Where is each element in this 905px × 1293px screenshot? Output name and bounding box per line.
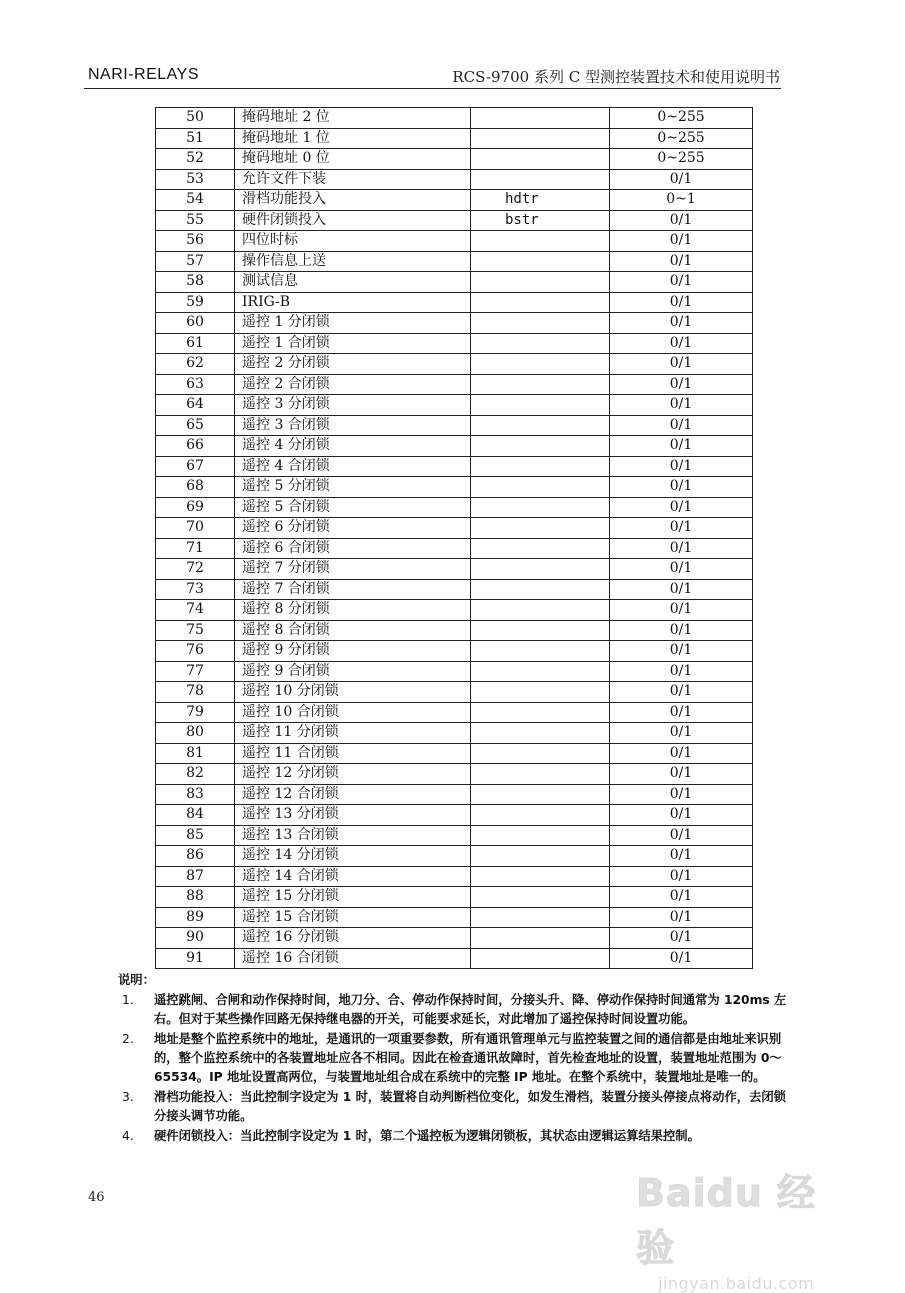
parameter-code-cell bbox=[471, 600, 610, 621]
row-number-cell: 53 bbox=[156, 169, 235, 190]
parameter-code-cell bbox=[471, 928, 610, 949]
parameter-range-cell: 0/1 bbox=[610, 538, 753, 559]
parameter-name-cell: 遥控 16 合闭锁 bbox=[235, 948, 471, 969]
row-number-cell: 66 bbox=[156, 436, 235, 457]
parameter-code-cell bbox=[471, 805, 610, 826]
parameter-range-cell: 0/1 bbox=[610, 887, 753, 908]
parameter-name-cell: 遥控 9 合闭锁 bbox=[235, 661, 471, 682]
parameter-name-cell: 掩码地址 0 位 bbox=[235, 149, 471, 170]
row-number-cell: 72 bbox=[156, 559, 235, 580]
parameter-range-cell: 0/1 bbox=[610, 333, 753, 354]
parameter-name-cell: 测试信息 bbox=[235, 272, 471, 293]
parameter-code-cell bbox=[471, 436, 610, 457]
parameter-name-cell: 遥控 12 合闭锁 bbox=[235, 784, 471, 805]
parameter-name-cell: 滑档功能投入 bbox=[235, 190, 471, 211]
table-row bbox=[156, 395, 753, 416]
parameter-name-cell: 遥控 8 合闭锁 bbox=[235, 620, 471, 641]
note-text: 地址是整个监控系统中的地址，是通讯的一项重要参数，所有通讯管理单元与监控装置之间的通信都是由地址来识别的，整个监控系统中的各装置地址应各不相同。因此在检查通讯故障时，首先检查地址的设置，装置地址范围为 0～65534。IP 地址设置高两位，与装置地址组合成在系统中的完整 IP 地址。在整个系统中，装置地址是唯一的。 bbox=[154, 1032, 782, 1084]
parameter-code-cell bbox=[471, 887, 610, 908]
parameter-name-cell: 遥控 10 分闭锁 bbox=[235, 682, 471, 703]
parameter-range-cell: 0/1 bbox=[610, 620, 753, 641]
parameter-code-cell bbox=[471, 415, 610, 436]
parameter-range-cell: 0/1 bbox=[610, 395, 753, 416]
row-number-cell: 83 bbox=[156, 784, 235, 805]
watermark-logo: Baidu 经验 bbox=[636, 1171, 817, 1270]
parameter-code-cell bbox=[471, 272, 610, 293]
table-row bbox=[156, 477, 753, 498]
table-row bbox=[156, 620, 753, 641]
table-row bbox=[156, 128, 753, 149]
note-item-4 bbox=[118, 1127, 788, 1146]
parameter-name-cell: 遥控 10 合闭锁 bbox=[235, 702, 471, 723]
parameter-code-cell bbox=[471, 723, 610, 744]
parameter-code-cell bbox=[471, 846, 610, 867]
parameter-name-cell: 遥控 5 分闭锁 bbox=[235, 477, 471, 498]
parameter-code-cell bbox=[471, 866, 610, 887]
parameter-name-cell: 遥控 15 合闭锁 bbox=[235, 907, 471, 928]
parameter-range-cell: 0/1 bbox=[610, 907, 753, 928]
parameter-name-cell: 遥控 1 合闭锁 bbox=[235, 333, 471, 354]
row-number-cell: 57 bbox=[156, 251, 235, 272]
notes-section bbox=[118, 970, 788, 1146]
parameter-range-cell: 0/1 bbox=[610, 641, 753, 662]
table-row bbox=[156, 354, 753, 375]
row-number-cell: 51 bbox=[156, 128, 235, 149]
parameter-range-cell: 0/1 bbox=[610, 559, 753, 580]
parameter-range-cell: 0/1 bbox=[610, 292, 753, 313]
parameter-code-cell bbox=[471, 395, 610, 416]
parameter-range-cell: 0/1 bbox=[610, 948, 753, 969]
parameter-code-cell bbox=[471, 743, 610, 764]
parameter-name-cell: 遥控 7 分闭锁 bbox=[235, 559, 471, 580]
parameter-name-cell: 遥控 15 分闭锁 bbox=[235, 887, 471, 908]
parameter-range-cell: 0/1 bbox=[610, 436, 753, 457]
row-number-cell: 63 bbox=[156, 374, 235, 395]
parameter-code-cell bbox=[471, 538, 610, 559]
row-number-cell: 73 bbox=[156, 579, 235, 600]
parameter-code-cell: bstr bbox=[471, 210, 610, 231]
parameter-code-cell bbox=[471, 682, 610, 703]
row-number-cell: 85 bbox=[156, 825, 235, 846]
row-number-cell: 75 bbox=[156, 620, 235, 641]
row-number-cell: 76 bbox=[156, 641, 235, 662]
parameter-code-cell bbox=[471, 948, 610, 969]
parameter-name-cell: 遥控 13 分闭锁 bbox=[235, 805, 471, 826]
parameter-name-cell: 遥控 11 分闭锁 bbox=[235, 723, 471, 744]
parameter-code-cell bbox=[471, 825, 610, 846]
parameter-code-cell bbox=[471, 620, 610, 641]
parameter-code-cell bbox=[471, 108, 610, 129]
parameter-code-cell bbox=[471, 128, 610, 149]
table-row bbox=[156, 231, 753, 252]
table-row bbox=[156, 825, 753, 846]
parameter-name-cell: 遥控 7 合闭锁 bbox=[235, 579, 471, 600]
parameter-name-cell: 遥控 12 分闭锁 bbox=[235, 764, 471, 785]
parameter-range-cell: 0/1 bbox=[610, 518, 753, 539]
table-row bbox=[156, 456, 753, 477]
row-number-cell: 55 bbox=[156, 210, 235, 231]
parameter-range-cell: 0/1 bbox=[610, 231, 753, 252]
parameter-code-cell bbox=[471, 764, 610, 785]
parameter-code-cell bbox=[471, 333, 610, 354]
row-number-cell: 64 bbox=[156, 395, 235, 416]
parameter-name-cell: 掩码地址 2 位 bbox=[235, 108, 471, 129]
header-brand: NARI-RELAYS bbox=[88, 66, 200, 83]
parameter-name-cell: IRIG-B bbox=[235, 292, 471, 313]
parameter-name-cell: 遥控 11 合闭锁 bbox=[235, 743, 471, 764]
parameter-code-cell bbox=[471, 374, 610, 395]
row-number-cell: 86 bbox=[156, 846, 235, 867]
parameter-range-cell: 0/1 bbox=[610, 272, 753, 293]
parameter-name-cell: 遥控 16 分闭锁 bbox=[235, 928, 471, 949]
parameter-code-cell bbox=[471, 661, 610, 682]
table-row bbox=[156, 866, 753, 887]
row-number-cell: 70 bbox=[156, 518, 235, 539]
table-row bbox=[156, 538, 753, 559]
parameter-range-cell: 0/1 bbox=[610, 866, 753, 887]
note-item-1 bbox=[118, 991, 788, 1029]
parameter-code-cell bbox=[471, 292, 610, 313]
table-row bbox=[156, 928, 753, 949]
table-row bbox=[156, 723, 753, 744]
row-number-cell: 59 bbox=[156, 292, 235, 313]
parameter-code-cell bbox=[471, 518, 610, 539]
parameter-range-cell: 0/1 bbox=[610, 374, 753, 395]
row-number-cell: 88 bbox=[156, 887, 235, 908]
table-row bbox=[156, 272, 753, 293]
parameter-code-cell: hdtr bbox=[471, 190, 610, 211]
note-number: 4. bbox=[122, 1129, 134, 1143]
row-number-cell: 67 bbox=[156, 456, 235, 477]
parameter-name-cell: 操作信息上送 bbox=[235, 251, 471, 272]
table-row bbox=[156, 805, 753, 826]
parameter-range-cell: 0/1 bbox=[610, 600, 753, 621]
row-number-cell: 52 bbox=[156, 149, 235, 170]
parameter-name-cell: 遥控 2 合闭锁 bbox=[235, 374, 471, 395]
row-number-cell: 89 bbox=[156, 907, 235, 928]
parameter-range-cell: 0/1 bbox=[610, 456, 753, 477]
parameter-name-cell: 遥控 13 合闭锁 bbox=[235, 825, 471, 846]
table-row bbox=[156, 887, 753, 908]
parameter-name-cell: 遥控 2 分闭锁 bbox=[235, 354, 471, 375]
row-number-cell: 74 bbox=[156, 600, 235, 621]
table-row bbox=[156, 190, 753, 211]
table-row bbox=[156, 149, 753, 170]
parameter-range-cell: 0/1 bbox=[610, 805, 753, 826]
note-item-2 bbox=[118, 1030, 788, 1087]
row-number-cell: 77 bbox=[156, 661, 235, 682]
parameter-name-cell: 遥控 5 合闭锁 bbox=[235, 497, 471, 518]
row-number-cell: 69 bbox=[156, 497, 235, 518]
note-number: 1. bbox=[122, 993, 134, 1007]
row-number-cell: 56 bbox=[156, 231, 235, 252]
baidu-watermark bbox=[636, 1162, 846, 1293]
table-row bbox=[156, 210, 753, 231]
parameter-range-cell: 0/1 bbox=[610, 723, 753, 744]
table-row bbox=[156, 600, 753, 621]
table-row bbox=[156, 374, 753, 395]
parameter-range-cell: 0/1 bbox=[610, 497, 753, 518]
parameter-range-cell: 0/1 bbox=[610, 477, 753, 498]
note-text: 滑档功能投入：当此控制字设定为 1 时，装置将自动判断档位变化，如发生滑档，装置分接头停接点将动作，去闭锁分接头调节功能。 bbox=[154, 1090, 786, 1123]
parameter-range-cell: 0/1 bbox=[610, 784, 753, 805]
header-divider bbox=[84, 88, 781, 89]
parameter-name-cell: 遥控 9 分闭锁 bbox=[235, 641, 471, 662]
parameter-range-cell: 0/1 bbox=[610, 579, 753, 600]
parameter-name-cell: 遥控 4 分闭锁 bbox=[235, 436, 471, 457]
header-document-title: RCS-9700 系列 C 型测控装置技术和使用说明书 bbox=[452, 68, 780, 86]
parameter-range-cell: 0/1 bbox=[610, 928, 753, 949]
table-row bbox=[156, 251, 753, 272]
parameter-code-cell bbox=[471, 354, 610, 375]
parameter-name-cell: 遥控 1 分闭锁 bbox=[235, 313, 471, 334]
parameter-code-cell bbox=[471, 907, 610, 928]
parameter-range-cell: 0/1 bbox=[610, 313, 753, 334]
table-row bbox=[156, 702, 753, 723]
parameter-range-cell: 0~255 bbox=[610, 108, 753, 129]
parameter-range-cell: 0/1 bbox=[610, 702, 753, 723]
parameter-range-cell: 0/1 bbox=[610, 415, 753, 436]
parameter-range-cell: 0/1 bbox=[610, 743, 753, 764]
row-number-cell: 61 bbox=[156, 333, 235, 354]
parameter-name-cell: 遥控 3 分闭锁 bbox=[235, 395, 471, 416]
row-number-cell: 79 bbox=[156, 702, 235, 723]
table-row bbox=[156, 108, 753, 129]
row-number-cell: 58 bbox=[156, 272, 235, 293]
table-row bbox=[156, 846, 753, 867]
parameter-name-cell: 四位时标 bbox=[235, 231, 471, 252]
table-row bbox=[156, 682, 753, 703]
table-row bbox=[156, 661, 753, 682]
parameter-code-cell bbox=[471, 497, 610, 518]
parameter-range-cell: 0/1 bbox=[610, 661, 753, 682]
table-row bbox=[156, 559, 753, 580]
note-item-3 bbox=[118, 1088, 788, 1126]
parameter-range-cell: 0~255 bbox=[610, 128, 753, 149]
table-row bbox=[156, 436, 753, 457]
row-number-cell: 78 bbox=[156, 682, 235, 703]
table-row bbox=[156, 948, 753, 969]
table-row bbox=[156, 518, 753, 539]
watermark-url: jingyan.baidu.com bbox=[658, 1274, 815, 1293]
row-number-cell: 62 bbox=[156, 354, 235, 375]
row-number-cell: 91 bbox=[156, 948, 235, 969]
table-row bbox=[156, 641, 753, 662]
parameter-range-cell: 0~1 bbox=[610, 190, 753, 211]
table-row bbox=[156, 333, 753, 354]
note-number: 2. bbox=[122, 1032, 134, 1046]
parameter-range-cell: 0/1 bbox=[610, 169, 753, 190]
parameter-name-cell: 允许文件下装 bbox=[235, 169, 471, 190]
row-number-cell: 90 bbox=[156, 928, 235, 949]
note-text: 硬件闭锁投入：当此控制字设定为 1 时，第二个遥控板为逻辑闭锁板，其状态由逻辑运算结果控制。 bbox=[154, 1129, 700, 1143]
parameter-range-cell: 0/1 bbox=[610, 846, 753, 867]
table-row bbox=[156, 313, 753, 334]
parameter-table bbox=[155, 107, 753, 969]
row-number-cell: 71 bbox=[156, 538, 235, 559]
parameter-code-cell bbox=[471, 169, 610, 190]
parameter-code-cell bbox=[471, 477, 610, 498]
row-number-cell: 50 bbox=[156, 108, 235, 129]
parameter-range-cell: 0/1 bbox=[610, 210, 753, 231]
table-row bbox=[156, 907, 753, 928]
notes-title: 说明： bbox=[118, 973, 155, 987]
parameter-code-cell bbox=[471, 456, 610, 477]
parameter-code-cell bbox=[471, 784, 610, 805]
table-row bbox=[156, 169, 753, 190]
table-row bbox=[156, 579, 753, 600]
row-number-cell: 54 bbox=[156, 190, 235, 211]
parameter-code-cell bbox=[471, 313, 610, 334]
row-number-cell: 68 bbox=[156, 477, 235, 498]
parameter-code-cell bbox=[471, 579, 610, 600]
row-number-cell: 84 bbox=[156, 805, 235, 826]
table-row bbox=[156, 415, 753, 436]
row-number-cell: 82 bbox=[156, 764, 235, 785]
parameter-name-cell: 硬件闭锁投入 bbox=[235, 210, 471, 231]
table-row bbox=[156, 784, 753, 805]
parameter-name-cell: 遥控 4 合闭锁 bbox=[235, 456, 471, 477]
parameter-name-cell: 遥控 8 分闭锁 bbox=[235, 600, 471, 621]
parameter-code-cell bbox=[471, 641, 610, 662]
parameter-range-cell: 0/1 bbox=[610, 354, 753, 375]
parameter-name-cell: 遥控 6 合闭锁 bbox=[235, 538, 471, 559]
parameter-range-cell: 0~255 bbox=[610, 149, 753, 170]
parameter-code-cell bbox=[471, 702, 610, 723]
note-number: 3. bbox=[122, 1090, 134, 1104]
note-text: 遥控跳闸、合闸和动作保持时间，地刀分、合、停动作保持时间，分接头升、降、停动作保持时间通常为 120ms 左右。但对于某些操作回路无保持继电器的开关，可能要求延长，对此增加了遥控保持时间设置功能。 bbox=[154, 993, 787, 1026]
parameter-code-cell bbox=[471, 231, 610, 252]
page-number: 46 bbox=[88, 1190, 105, 1205]
parameter-name-cell: 遥控 3 合闭锁 bbox=[235, 415, 471, 436]
row-number-cell: 80 bbox=[156, 723, 235, 744]
parameter-name-cell: 掩码地址 1 位 bbox=[235, 128, 471, 149]
parameter-code-cell bbox=[471, 251, 610, 272]
parameter-range-cell: 0/1 bbox=[610, 764, 753, 785]
row-number-cell: 65 bbox=[156, 415, 235, 436]
parameter-range-cell: 0/1 bbox=[610, 251, 753, 272]
parameter-range-cell: 0/1 bbox=[610, 682, 753, 703]
parameter-name-cell: 遥控 14 分闭锁 bbox=[235, 846, 471, 867]
table-row bbox=[156, 497, 753, 518]
row-number-cell: 60 bbox=[156, 313, 235, 334]
parameter-code-cell bbox=[471, 559, 610, 580]
table-row bbox=[156, 743, 753, 764]
parameter-name-cell: 遥控 6 分闭锁 bbox=[235, 518, 471, 539]
table-row bbox=[156, 764, 753, 785]
row-number-cell: 87 bbox=[156, 866, 235, 887]
row-number-cell: 81 bbox=[156, 743, 235, 764]
parameter-name-cell: 遥控 14 合闭锁 bbox=[235, 866, 471, 887]
parameter-range-cell: 0/1 bbox=[610, 825, 753, 846]
table-row bbox=[156, 292, 753, 313]
parameter-code-cell bbox=[471, 149, 610, 170]
